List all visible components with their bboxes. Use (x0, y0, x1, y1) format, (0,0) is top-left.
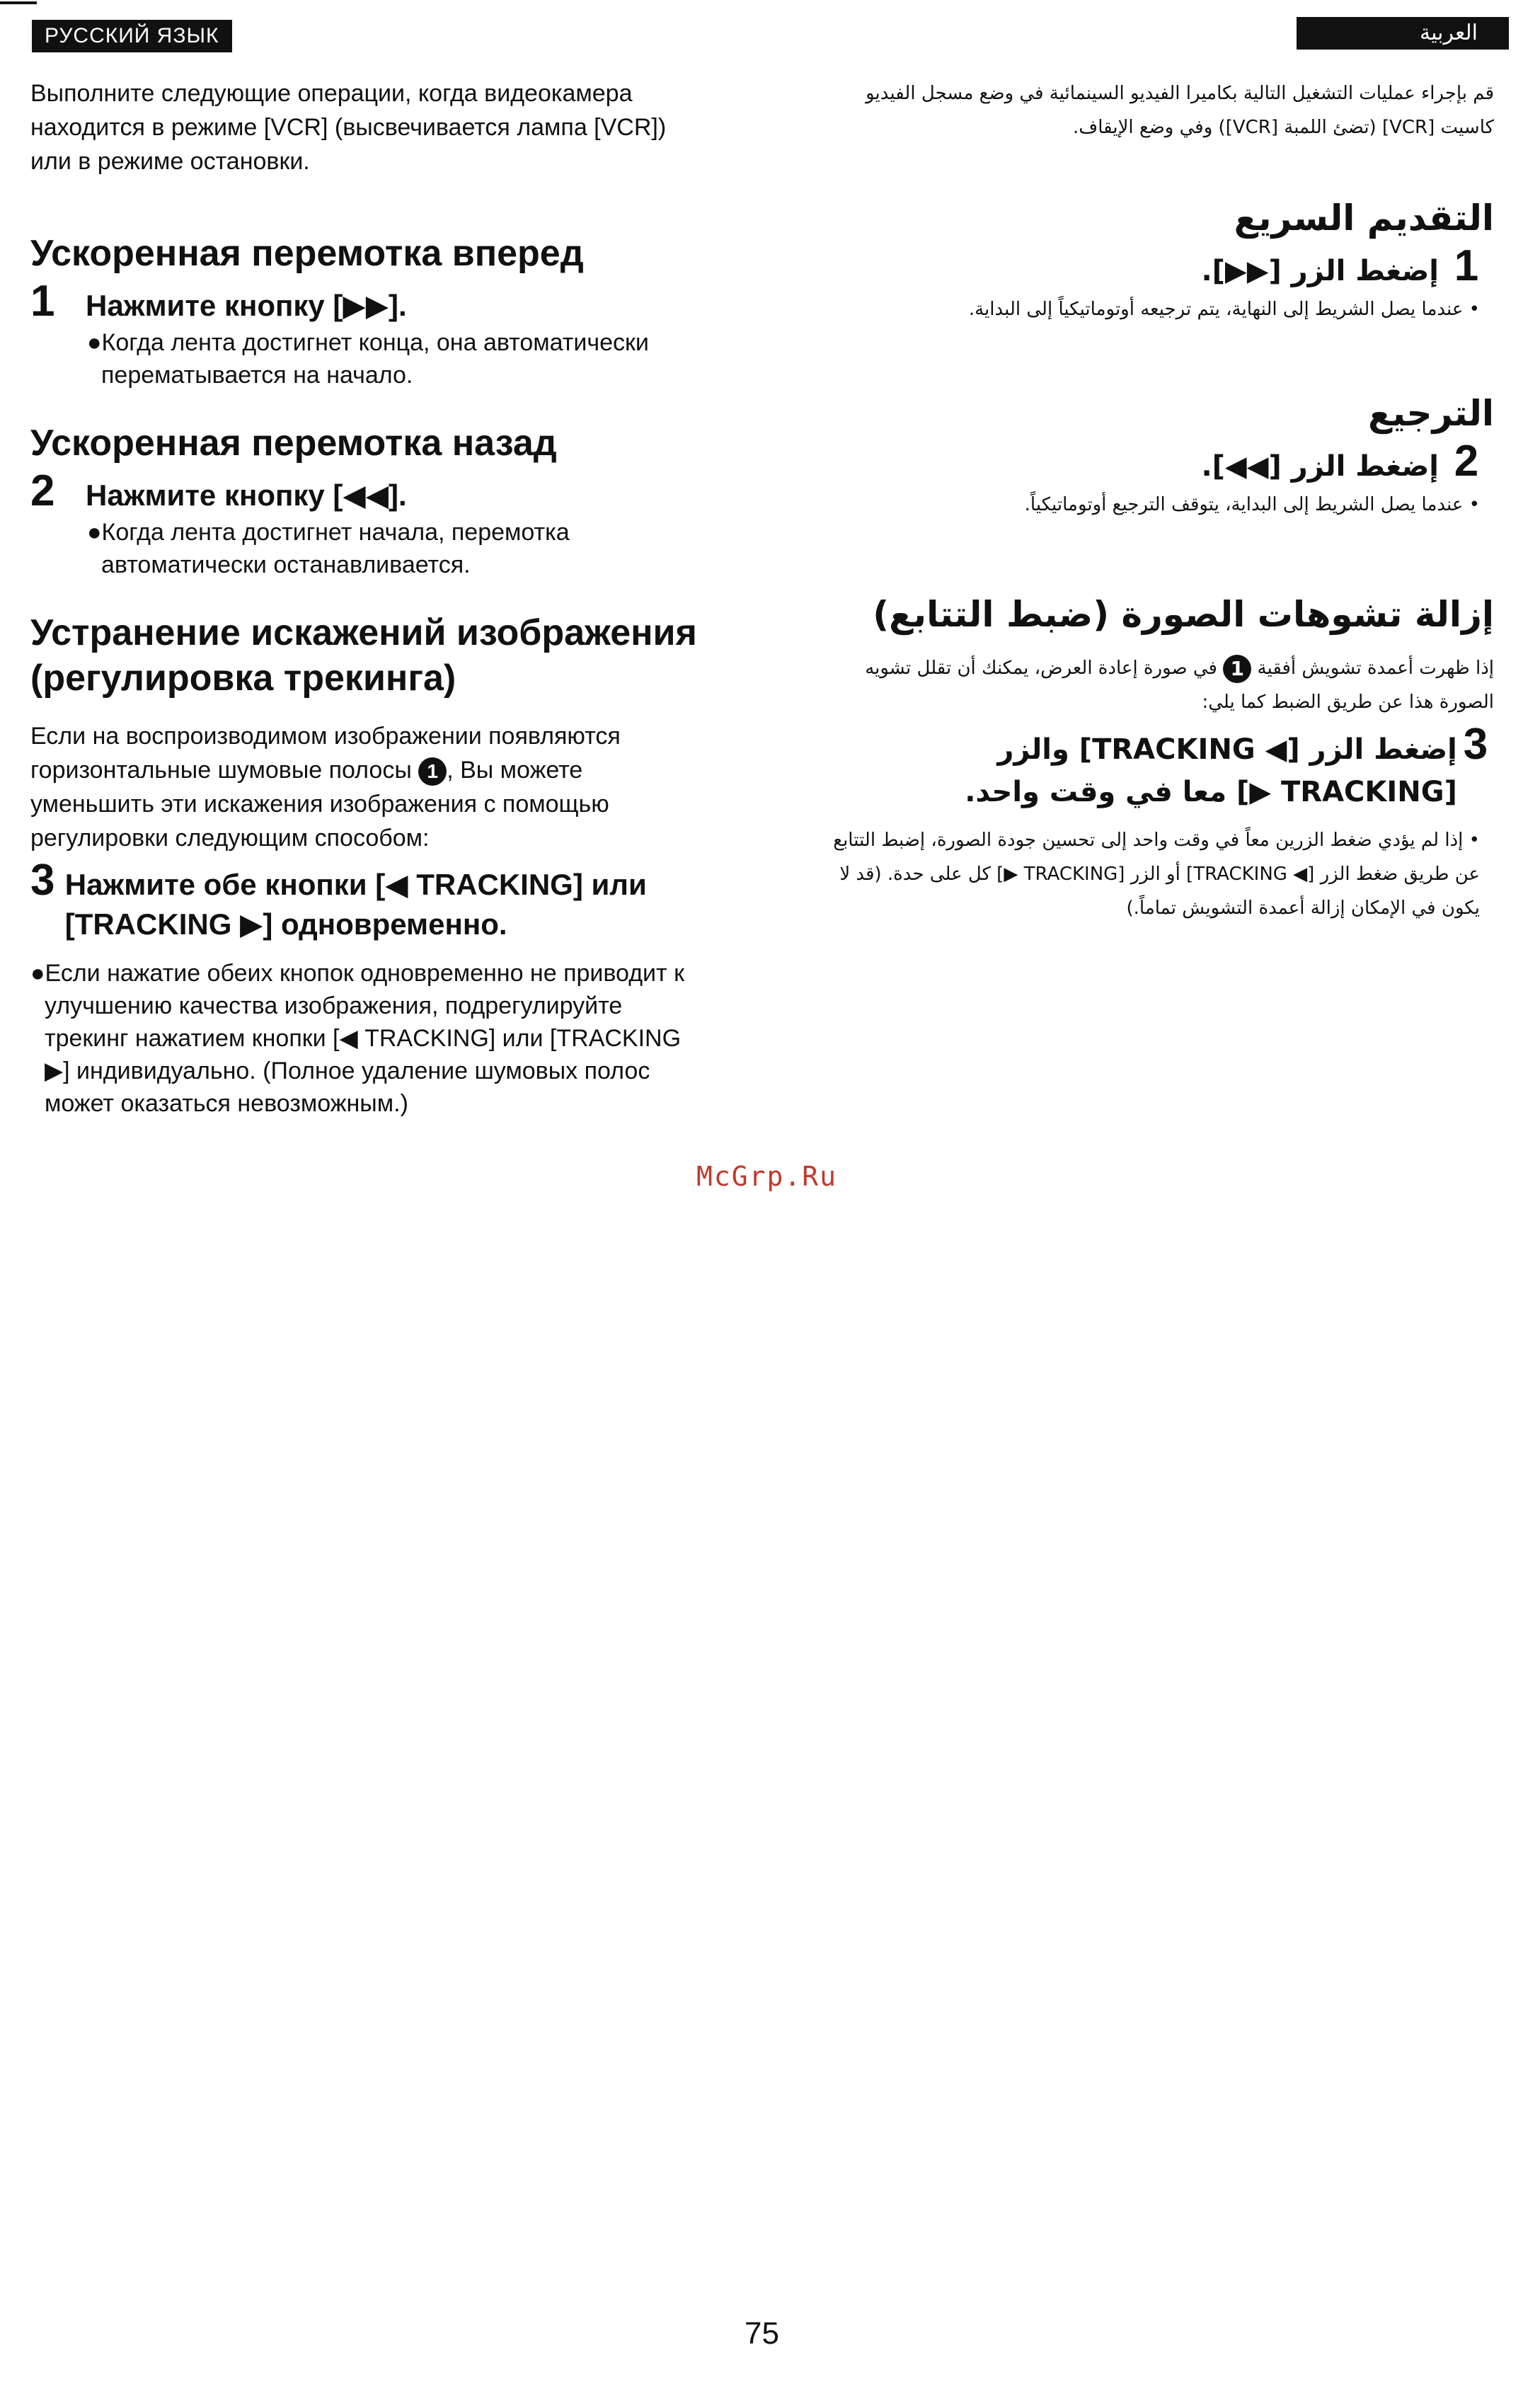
ar-intro-text: قم بإجراء عمليات التشغيل التالية بكاميرا الفيديو السينمائية في وضع مسجل الفيديو كاسيت [VCR] (تضئ اللمبة [VCR]) وفي وضع الإيقاف. (866, 83, 1494, 138)
language-badge-arabic: العربية (1297, 17, 1509, 50)
ru-step-note: ●Если нажатие обеих кнопок одновременно не приводит к улучшению качества изображения, подрегулируйте трекинг нажатием кнопки [◀ TRACKING] или [TRACKING ▶] индивидуально. (Полное удаление шумовых полос может оказаться невозможным.) (30, 960, 684, 1117)
ar-step-number: 3 (1463, 720, 1488, 769)
corner-mark (0, 1, 37, 4)
ru-step-number: 1 (30, 277, 55, 326)
ar-step-instruction: إضغط الزر [◀ TRACKING] والزر [TRACKING ▶] معا في وقت واحد. (965, 733, 1457, 808)
ru-heading-rewind: Ускоренная перемотка назад (30, 423, 557, 464)
ar-step-number: 2 (1454, 437, 1479, 486)
ar-tracking-description (815, 651, 1494, 719)
ar-step-instruction: إضغط الزر [▶▶]. (1201, 255, 1439, 287)
ar-step-note: • عندما يصل الشريط إلى البداية، يتوقف الترجيع أوتوماتيكياً. (1024, 494, 1480, 515)
ru-heading-fast-forward: Ускоренная перемотка вперед (30, 233, 584, 274)
ru-step-instruction: Нажмите кнопку [▶▶]. (86, 289, 407, 322)
ar-step-number: 1 (1454, 241, 1479, 290)
ar-step-1 (815, 241, 1494, 292)
ru-step-instruction: Нажмите обе кнопки [◀ TRACKING] или [TRACKING ▶] одновременно. (64, 868, 647, 941)
ar-section-rewind (815, 391, 1494, 522)
ar-step-3 (815, 719, 1494, 813)
ru-intro (30, 76, 710, 178)
ar-step-instruction: إضغط الزر [◀◀]. (1201, 450, 1439, 483)
ru-step-number: 2 (30, 466, 55, 515)
ar-step-note: • إذا لم يؤدي ضغط الزرين معاً في وقت واحد إلى تحسين جودة الصورة، إضبط التتابع عن طريق ضغط الزر [◀ TRACKING] أو الزر [TRACKING ▶] كل على حدة. (قد لا يكون في الإمكان إزالة أعمدة التشويش تماماً.) (833, 830, 1480, 919)
page-number: 75 (745, 2316, 779, 2351)
ar-step-note: • عندما يصل الشريط إلى النهاية، يتم ترجيعه أوتوماتيكياً إلى البداية. (968, 299, 1480, 320)
ar-section-tracking (815, 592, 1494, 925)
ar-section-fast-forward (815, 195, 1494, 326)
ru-tracking-text-before: Если на воспроизводимом изображении появляются горизонтальные шумовые полосы (30, 723, 621, 784)
ru-step-1 (30, 276, 710, 326)
ru-heading-tracking: Устранение искажений изображения (регулировка трекинга) (30, 612, 697, 699)
ru-marker-1: 1 (418, 757, 447, 786)
ru-tracking-text-after: , Вы можете уменьшить эти искажения изображения с помощью регулировки следующим способом: (30, 757, 609, 852)
ru-step-2 (30, 466, 710, 516)
ar-marker-1: 1 (1223, 655, 1251, 683)
ru-step-number: 3 (30, 856, 55, 905)
ar-tracking-text-before: إذا ظهرت أعمدة تشويش أفقية (1257, 658, 1494, 679)
ru-step-3 (30, 855, 710, 944)
watermark: McGrp.Ru (696, 1161, 838, 1192)
ru-step-note: ●Когда лента достигнет конца, она автоматически перематывается на начало. (87, 329, 649, 389)
ar-intro (815, 76, 1494, 144)
ru-step-instruction: Нажмите кнопку [◀◀]. (86, 478, 407, 512)
ru-step-note: ●Когда лента достигнет начала, перемотка автоматически останавливается. (87, 519, 570, 578)
ru-section-tracking (30, 610, 710, 1120)
ar-step-2 (815, 436, 1494, 488)
ru-section-fast-forward (30, 231, 710, 391)
ar-heading-fast-forward: التقديم السريع (1234, 197, 1494, 239)
ar-heading-tracking: إزالة تشوهات الصورة (ضبط التتابع) (873, 594, 1494, 635)
ar-heading-rewind: الترجيع (1367, 393, 1494, 434)
ru-intro-text: Выполните следующие операции, когда видеокамера находится в режиме [VCR] (высвечивается лампа [VCR]) или в режиме остановки. (30, 80, 667, 175)
ru-tracking-description (30, 719, 710, 855)
language-badge-russian: РУССКИЙ ЯЗЫК (32, 20, 232, 52)
ru-section-rewind (30, 420, 710, 581)
ar-tracking-text-after: في صورة إعادة العرض، يمكنك أن تقلل تشويه الصورة هذا عن طريق الضبط كما يلي: (865, 658, 1494, 713)
